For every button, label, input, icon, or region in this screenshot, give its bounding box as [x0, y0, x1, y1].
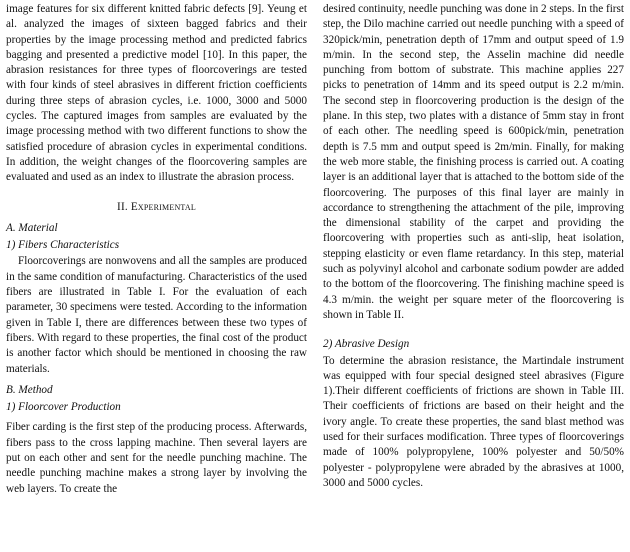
subsection-method: B. Method: [6, 383, 53, 396]
right-column: [323, 2, 624, 552]
left-column: [6, 2, 307, 552]
subsubsection-floorcover-production: 1) Floorcover Production: [6, 401, 121, 414]
subsection-material: A. Material: [6, 221, 58, 234]
intro-paragraph-end: image features for six different knitted fabric defects [9]. Yeung et al. analyzed the images of sixteen bagged fabrics and their properties by the image processing method and predicted fabrics bagging and presented a predictive model [10]. In this paper, the abrasion resistances for three types of floorcoverings are tested with four kinds of steel abrasives in different friction coefficients during three steps of abrasion cycles, i.e. 1000, 3000 and 5000 cycles. The captured images from samples are evaluated by the image processing method with two different functions to show the satisfied procedure of abrasion cycles in experimental conditions. In addition, the weight changes of the floorcovering samples are evaluated and used as an index to illustrate the abrasion process.: [6, 3, 307, 184]
subsubsection-fibers-characteristics: 1) Fibers Characteristics: [6, 239, 120, 252]
section-heading-experimental: II. Experimental: [117, 200, 196, 213]
fibers-paragraph: Floorcoverings are nonwovens and all the samples are produced in the same condition of manufacturing. Characteristics of the used fibers are illustrated in Table I. For the evaluation of each parameter, 30 specimens were tested. According to the information given in Table I, there are differences between these two types of fibers. With regard to these properties, the final cost of the product is another factor which should be mentioned in choosing the raw materials.: [6, 255, 307, 375]
production-paragraph: Fiber carding is the first step of the producing process. Afterwards, fibers pass to the cross lapping machine. Then several layers are put on each other and sent for the needle punching machine. The needle punching machine makes a strong layer by involving the web layers. To create the: [6, 421, 307, 495]
production-paragraph-continued: desired continuity, needle punching was done in 2 steps. In the first step, the Dilo machine carried out needle punching with a speed of 320pick/min, penetration depth of 17mm and output speed of 1.9 m/min. In the second step, the Asselin machine did needle punching from bottom of substrate. This machine applies 227 picks to penetration of 14mm and its speed output is 2.2 m/min. The second step in floorcovering production is the design of the plane. In this step, two plates with a distance of 5mm stay in front of each other. The needling speed is 600pick/min, penetration depth is 7.5 mm and output speed is 2m/min. Finally, for making the web more stable, the finishing process is carried out. A coating layer is an additional layer that is attached to the bottom side of the floorcovering. The purposes of this final layer are mainly in accordance to strengthening the attachment of the pile, improving the dimensional stability of the carpet and providing the floorcovering with properties such as anti-slip, heat isolation, stepping elasticity or even flame retardancy. In this step, material such as polyvinyl alcohol and carbonate sodium powder are added to the bottom of the floorcovering. The finishing machine speed is 4.3 m/min. the weight per square meter of the floorcovering is shown in Table II.: [323, 3, 624, 321]
abrasive-paragraph: To determine the abrasion resistance, the Martindale instrument was equipped with four special designed steel abrasives (Figure 1).Their different coefficients of frictions are shown in Table III. Their coefficients of frictions are based on their height and the ivory angle. To create these properties, the sand blast method was used for their surfaces modification. Three types of floorcoverings made of 100% polypropylene, 100% polyester and 50/50% polyester - polypropylene were abraded by the abrasives at 1000, 3000 and 5000 cycles.: [323, 354, 624, 489]
subsubsection-abrasive-design: 2) Abrasive Design: [323, 338, 410, 351]
